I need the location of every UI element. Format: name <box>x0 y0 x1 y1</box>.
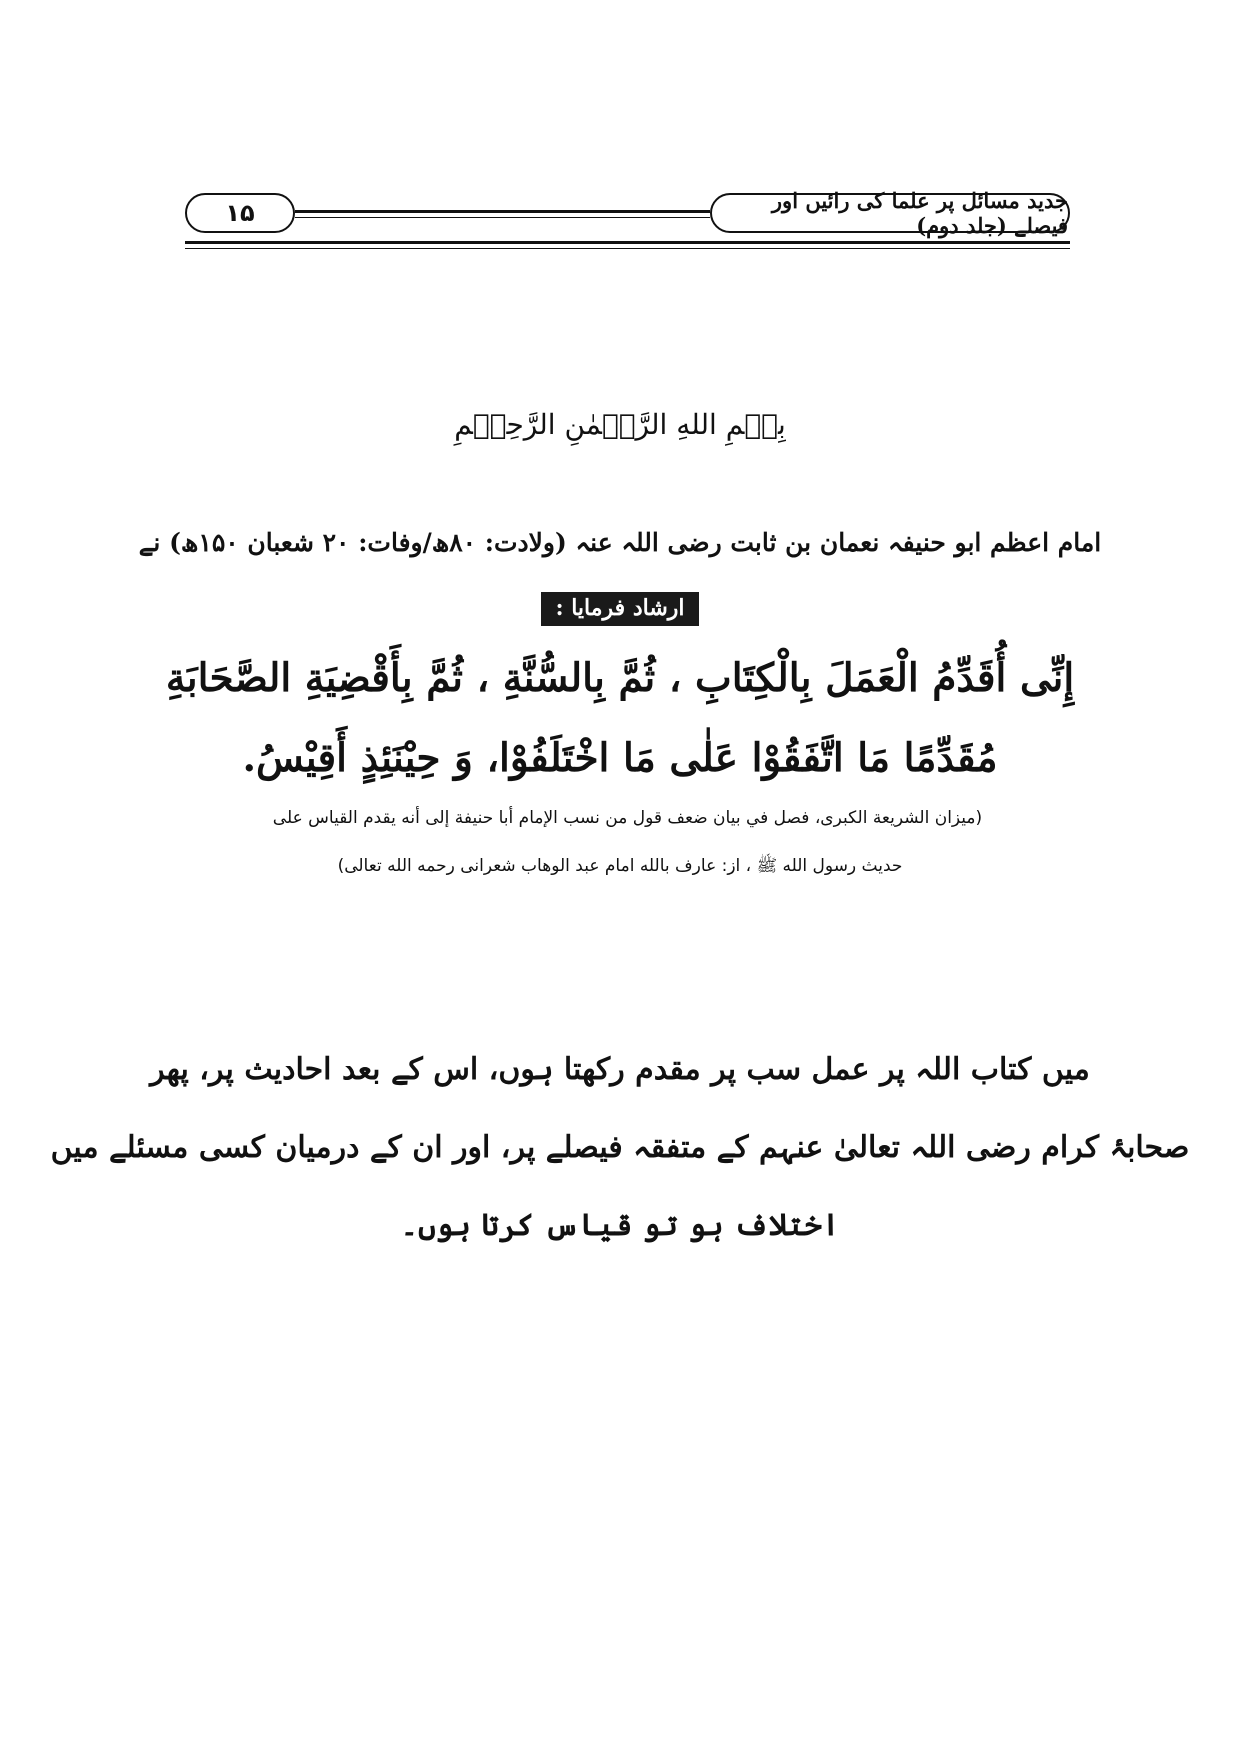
arabic-quote-line-1: إِنِّی أُقَدِّمُ الْعَمَلَ بِالْکِتَابِ ، ثُمَّ بِالسُّنَّةِ ، ثُمَّ بِأَقْضِیَةِ الصَّحَابَةِ <box>165 655 1075 701</box>
book-title: جدید مسائل پر علما کی رائیں اور فیصلے (جلد دوم) <box>710 193 1070 233</box>
urdu-translation-line-1: میں کتاب اللہ پر عمل سب پر مقدم رکھتا ہوں، اس کے بعد احادیث پر، پھر <box>150 1052 1090 1087</box>
page-header <box>185 190 1070 250</box>
page-number: ۱۵ <box>185 193 295 233</box>
arabic-quote-line-2: مُقَدِّمًا مَا اتَّفَقُوْا عَلٰی مَا اخْتَلَفُوْا، وَ حِیْنَئِذٍ أَقِیْسُ. <box>242 735 998 781</box>
header-bottom-rule-thin <box>185 248 1070 249</box>
urdu-translation-line-2: صحابۂ کرام رضی اللہ تعالیٰ عنہم کے متفقہ فیصلے پر، اور ان کے درمیان کسی مسئلے میں <box>50 1130 1190 1165</box>
header-rule-thin <box>295 217 710 218</box>
reference-line-1: (میزان الشریعة الکبری، فصل في بیان ضعف قول من نسب الإمام أبا حنیفة إلى أنه یقدم القیاس على <box>272 808 983 828</box>
irshad-badge-row <box>0 592 1240 626</box>
irshad-badge: ارشاد فرمایا : <box>541 592 698 626</box>
intro-line: امام اعظم ابو حنیفہ نعمان بن ثابت رضی اللہ عنہ (ولادت: ۸۰ھ/وفات: ۲۰ شعبان ۱۵۰ھ) نے <box>138 528 1102 557</box>
bismillah: بِسۡمِ اللهِ الرَّحۡمٰنِ الرَّحِیۡمِ <box>454 408 786 441</box>
urdu-translation-line-3: اختلاف ہو تو قیاس کرتا ہوں۔ <box>400 1208 840 1243</box>
header-bottom-rule <box>185 241 1070 244</box>
header-rule <box>295 210 710 213</box>
reference-line-2: حدیث رسول الله ﷺ ، از: عارف بالله امام عبد الوهاب شعرانی رحمه الله تعالی) <box>337 856 903 876</box>
